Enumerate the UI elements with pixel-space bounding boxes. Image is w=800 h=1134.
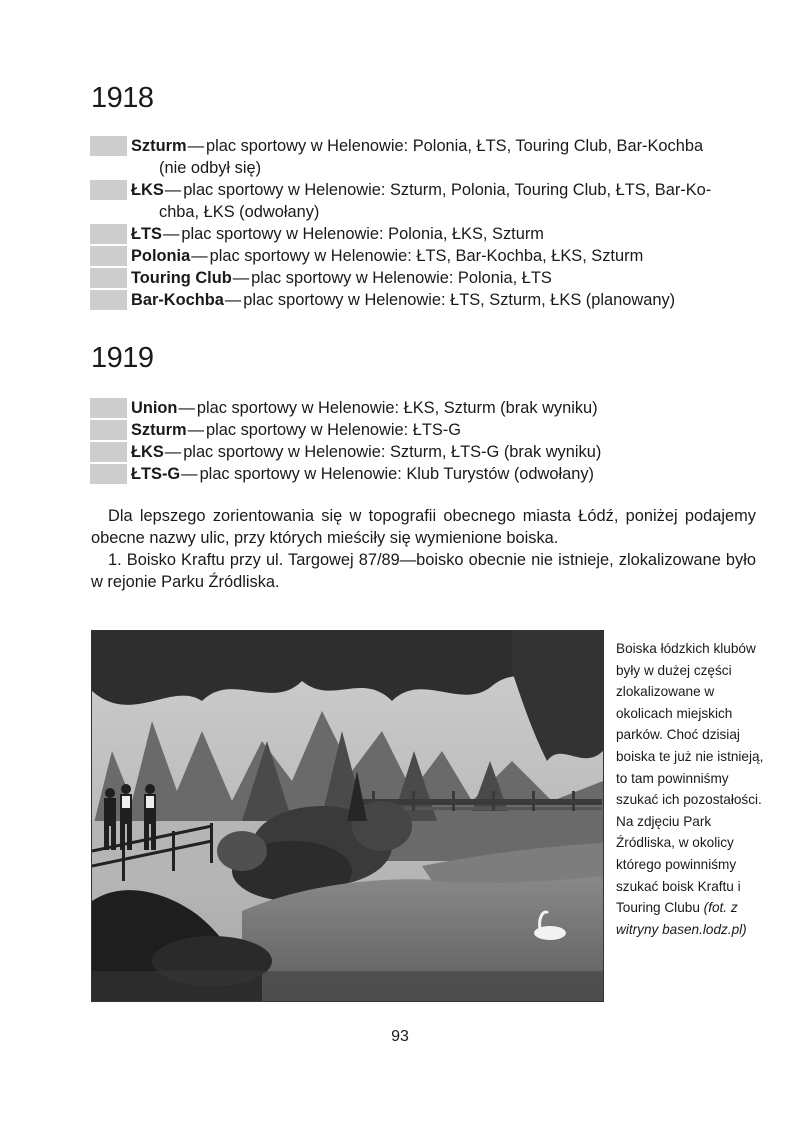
entry-continuation: chba, ŁKS (odwołany) [159, 203, 320, 221]
match-entry: ŁTS-G— plac sportowy w Helenowie: Klub Turystów (odwołany) [90, 463, 756, 485]
marker-box [90, 224, 127, 244]
team-name: Szturm [131, 421, 187, 439]
team-name: ŁKS [131, 443, 164, 461]
entry-continuation: (nie odbył się) [159, 159, 262, 177]
marker-box [90, 420, 127, 440]
marker-box [90, 180, 127, 200]
team-name: Touring Club [131, 269, 232, 287]
team-name: Union [131, 399, 178, 417]
body-paragraph: Dla lepszego zorientowania się w topografii obecnego miasta Łódź, poniżej podajemy obecne nazwy ulic, przy których mieściły się wymienione boiska. [91, 507, 756, 547]
match-entry: Polonia— plac sportowy w Helenowie: ŁTS, Bar-Kochba, ŁKS, Szturm [90, 245, 756, 267]
photo-caption [616, 638, 764, 940]
caption-text: Boiska łódzkich klubów były w dużej części zlokalizowane w okolicach miejskich parków. Choć dzisiaj boiska te już nie istnieją, to tam powinniśmy szukać ich pozostałości. Na zdjęciu Park Źródliska, w okolicy którego powinniśmy szukać boisk Kraftu i Touring Clubu [616, 641, 764, 916]
entry-text: plac sportowy w Helenowie: ŁTS, Bar-Kochba, ŁKS, Szturm [209, 247, 644, 265]
park-photo-image [92, 631, 603, 1001]
section-year-1919: 1919 [91, 342, 154, 374]
marker-box [90, 136, 127, 156]
match-entry: Union— plac sportowy w Helenowie: ŁKS, Szturm (brak wyniku) [90, 397, 756, 419]
marker-box [90, 268, 127, 288]
section-year-1918: 1918 [91, 82, 154, 114]
photo-credit: (fot. z witryny basen.lodz.pl) [616, 900, 747, 937]
body-paragraph-list-item: 1. Boisko Kraftu przy ul. Targowej 87/89—boisko obecnie nie istnieje, zlokalizowane było w rejonie Parku Źródliska. [91, 551, 756, 591]
marker-box [90, 398, 127, 418]
team-name: Szturm [131, 137, 187, 155]
entry-text: plac sportowy w Helenowie: ŁKS, Szturm (brak wyniku) [196, 399, 598, 417]
match-entry: Szturm— plac sportowy w Helenowie: ŁTS-G [90, 419, 756, 441]
match-entry: Szturm— plac sportowy w Helenowie: Polonia, ŁTS, Touring Club, Bar-Kochba (nie odbył się) [90, 135, 756, 179]
entry-text: plac sportowy w Helenowie: ŁTS, Szturm, ŁKS (planowany) [243, 291, 676, 309]
match-entry: Bar-Kochba— plac sportowy w Helenowie: ŁTS, Szturm, ŁKS (planowany) [90, 289, 756, 311]
match-entry: ŁKS— plac sportowy w Helenowie: Szturm, ŁTS-G (brak wyniku) [90, 441, 756, 463]
team-name: ŁTS [131, 225, 162, 243]
team-name: Bar-Kochba [131, 291, 224, 309]
team-name: Polonia [131, 247, 191, 265]
match-entry: ŁTS— plac sportowy w Helenowie: Polonia, ŁKS, Szturm [90, 223, 756, 245]
page-number: 93 [391, 1028, 409, 1045]
marker-box [90, 290, 127, 310]
match-entry: ŁKS— plac sportowy w Helenowie: Szturm, Polonia, Touring Club, ŁTS, Bar-Ko- chba, ŁKS (odwołany) [90, 179, 756, 223]
team-name: ŁTS-G [131, 465, 181, 483]
team-name: ŁKS [131, 181, 164, 199]
entry-text: plac sportowy w Helenowie: Polonia, ŁTS, Touring Club, Bar-Kochba [205, 137, 704, 155]
entry-text: plac sportowy w Helenowie: Polonia, ŁKS, Szturm [181, 225, 544, 243]
match-entry: Touring Club— plac sportowy w Helenowie: Polonia, ŁTS [90, 267, 756, 289]
marker-box [90, 442, 127, 462]
park-photo [91, 630, 604, 1002]
entry-text: plac sportowy w Helenowie: Klub Turystów (odwołany) [199, 465, 595, 483]
marker-box [90, 246, 127, 266]
marker-box [90, 464, 127, 484]
entry-text: plac sportowy w Helenowie: Polonia, ŁTS [251, 269, 552, 287]
entry-text: plac sportowy w Helenowie: Szturm, ŁTS-G (brak wyniku) [183, 443, 602, 461]
entry-text: plac sportowy w Helenowie: ŁTS-G [205, 421, 462, 439]
entry-text: plac sportowy w Helenowie: Szturm, Polonia, Touring Club, ŁTS, Bar-Ko- [183, 181, 712, 199]
